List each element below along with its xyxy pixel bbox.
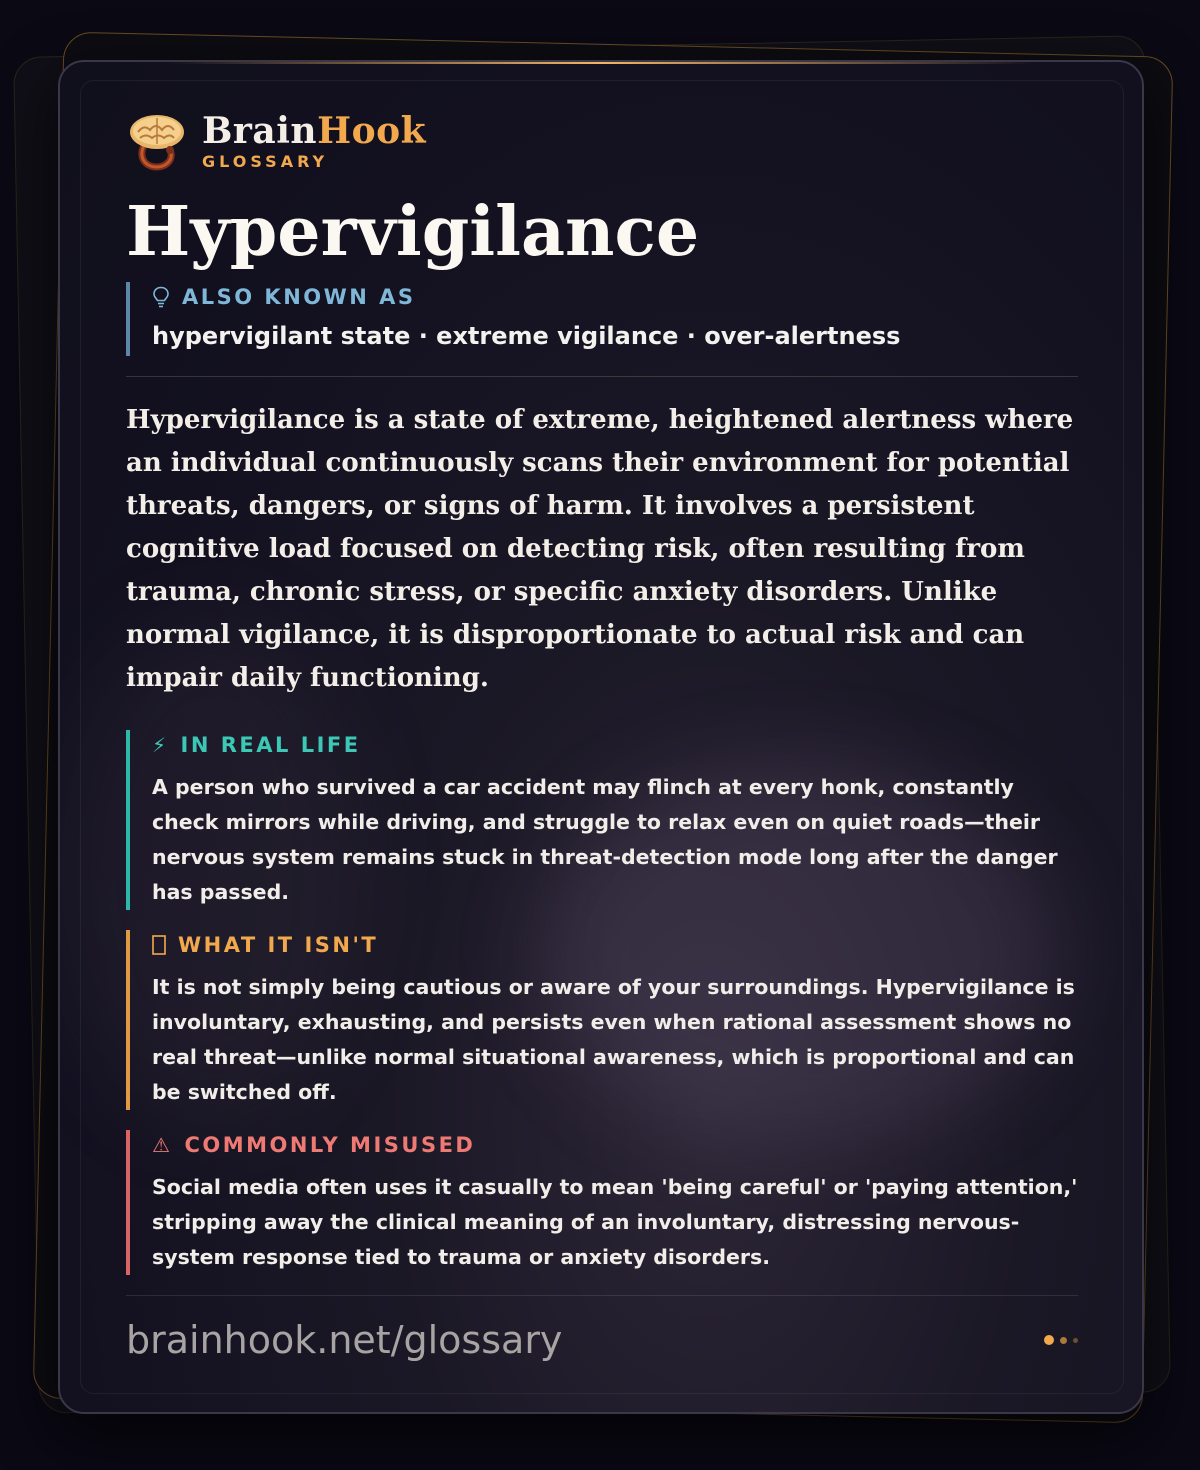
section-header-isnt <box>152 930 1078 960</box>
brand-subtitle: GLOSSARY <box>202 151 329 171</box>
section-commonly-misused <box>126 1130 1078 1275</box>
brand-text <box>202 109 427 171</box>
pagination-dots <box>1038 1335 1078 1345</box>
section-body-misused: Social media often uses it casually to mean 'being careful' or 'paying attention,' stripping away the clinical meaning of an involuntary, distressing nervous-system response tied to trauma or anxiety disorders. <box>152 1175 1078 1269</box>
section-label-isnt: WHAT IT ISN'T <box>178 933 379 957</box>
also-known-as-label: ALSO KNOWN AS <box>182 285 416 309</box>
brand-name-part2: Hook <box>317 109 427 152</box>
term-title: Hypervigilance <box>126 192 700 272</box>
also-known-as-header <box>152 282 1078 312</box>
warning-icon: ⚠ <box>152 1133 173 1157</box>
brain-hook-icon <box>126 110 188 172</box>
section-label-real-life: IN REAL LIFE <box>180 733 361 757</box>
section-label-misused: COMMONLY MISUSED <box>184 1133 476 1157</box>
dot <box>1073 1338 1078 1343</box>
section-body-real-life: A person who survived a car accident may flinch at every honk, constantly check mirrors while driving, and struggle to relax even on quiet roads—their nervous system remains stuck in threat-detection mode long after the danger has passed. <box>152 775 1058 904</box>
footer <box>126 1296 1078 1384</box>
section-in-real-life <box>126 730 1078 910</box>
section-header-misused <box>152 1130 1078 1160</box>
divider <box>126 376 1078 377</box>
definition-text: Hypervigilance is a state of extreme, heightened alertness where an individual continuously scans their environment for potential threats, dangers, or signs of harm. It involves a persistent cognitive load focused on detecting risk, often resulting from trauma, chronic stress, or specific anxiety disorders. Unlike normal vigilance, it is disproportionate to actual risk and can impair daily functioning. <box>126 405 1074 693</box>
dot <box>1060 1337 1067 1344</box>
blocked-icon <box>152 935 166 955</box>
brand-header <box>126 106 1078 176</box>
section-what-it-isnt <box>126 930 1078 1110</box>
brand-name <box>202 109 427 152</box>
section-header-real-life <box>152 730 1078 760</box>
footer-url[interactable]: brainhook.net/glossary <box>126 1318 563 1362</box>
also-known-as-terms: hypervigilant state · extreme vigilance · over-alertness <box>152 322 901 350</box>
card-content <box>126 106 1078 1384</box>
section-body-isnt: It is not simply being cautious or aware of your surroundings. Hypervigilance is involuntary, exhausting, and persists even when rational assessment shows no real threat—unlike normal situational awareness, which is proportional and can be switched off. <box>152 975 1075 1104</box>
also-known-as-block <box>126 282 1078 356</box>
glossary-card <box>58 60 1144 1414</box>
lightning-icon: ⚡ <box>152 733 169 757</box>
brand-name-part1: Brain <box>202 109 318 152</box>
lightbulb-icon <box>152 286 170 308</box>
dot-active <box>1044 1335 1054 1345</box>
